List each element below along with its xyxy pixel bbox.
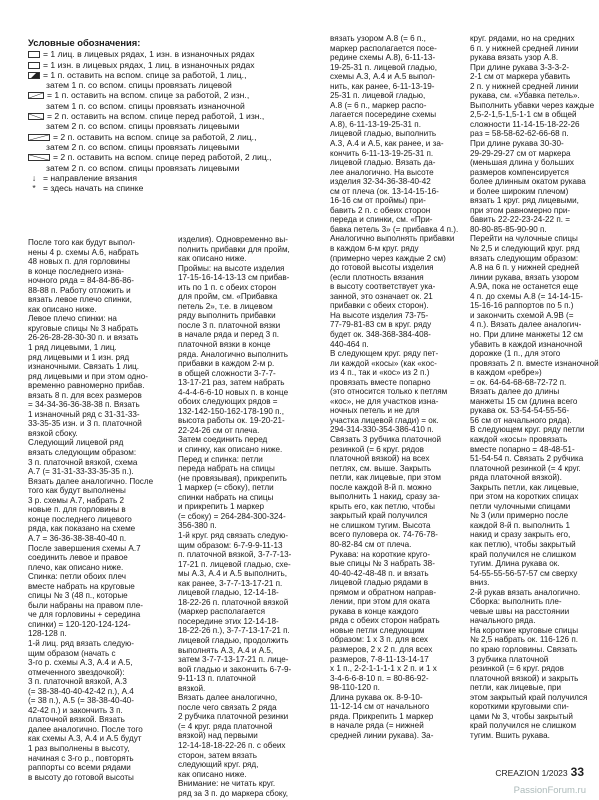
text-column-1: После того как будут выпол- нены 4 р. схемы А.6, набрать 48 новых п. для горловины в конце последнего изна- ночного ряда = 84-84-86-86- 88-88 п. Работу отложить и вязать левое плечо спинки, как описано ниже. Левое плечо спинки: на круговые спицы № 3 набрать 26-26-28-28-30-30 п. и вязать 1 ряд лицевыми, 1 лиц. ряд лицевыми и 1 изн. ряд изнаночными. Связать 1 лиц. ряд лицевыми и при этом одно- временно равномерно прибав. вязать 8 п. для всех размеров = 34-34-36-36-38-38 п. Вязать 1 изнаночный ряд с 31-31-33- 33-35-35 изн. и 3 п. платочной вязкой сбоку. Следующий лицевой ряд вязать следующим образом: 3 п. платочной вязкой, схема А.7 (= 31-31-33-33-35-35 п.). Вязать далее аналогично. После того как будут выполнены 3 р. схемы А.7, набрать 2 новые п. для горловины в конце последнего лицевого ряда, как показано на схеме А.7 = 36-36-38-38-40-40 п. После завершения схемы А.7 соединить левое и правое плечо, как описано ниже. Спинка: петли обоих плеч вместе набрать на круговые спицы № 3 (48 п., которые были набраны на правом пле- че для горловины + середина спинки) = 120-120-124-124- 128-128 п. 1-й лиц. ряд вязать следую- щим образом (начать с 3-го р. схемы А.3, А.4 и А.5, отмеченного звездочкой): 3 п. платочной вязкой, А.3 (= 38-38-40-40-42-42 п.), А.4 (= 38 п.), А.5 (= 38-38-40-40- 42-42 п.) и закончить 3 п. платочной вязкой. Вязать далее аналогично. После того как схемы А.3, А.4 и А.5 будут 1 раз выполнены в высоту, начиная с 3-го р., повторять раппорты со всеми рядами в высоту до готовой высоты [28, 238, 154, 782]
legend-item-cont: затем 2 п. со вспом. спицы провязать лицевыми [46, 162, 240, 173]
legend-title: Условные обозначения: [28, 37, 141, 48]
cable-1-2-icon [28, 92, 44, 99]
legend-item-cont: затем 1 п. со вспом. спицы провязать изнаночной [46, 100, 245, 111]
cable-2-2-left-icon [28, 154, 50, 161]
legend-item: = 2 п. оставить на вспом. спице перед работой, 2 лиц., [28, 152, 308, 162]
cable-1-1-icon [28, 72, 40, 79]
text-column-2: изделия). Одновременно вы- полнить прибавки для пройм, как описано ниже. Проймы: на высоте изделия 17-15-16-14-13-13 см прибав- ить по 1 п. с обеих сторон для пройм, см. «Прибавка петель 2», т.е. в лицевом ряду выполнить прибавки после 3 п. платочной вязки в начале ряда и перед 3 п. платочной вязки в конце ряда. Аналогично выполнить прибавки в каждом 2-м р. в общей сложности 3-7-7- 13-17-21 раз, затем набрать 4-4-4-6-6-10 новых п. в конце обоих следующих рядов = 132-142-150-162-178-190 п., высота работы ок. 19-20-21- 22-24-26 см от плеча. Затем соединить перед и спинку, как описано ниже. Перед и спинка: петли переда набрать на спицы (не провязывая), прикрепить 1 маркер (= сбоку), петли спинки набрать на спицы и прикрепить 1 маркер (= сбоку) = 264-284-300-324- 356-380 п. 1-й круг. ряд связать следую- щим образом: 6-7-9-9-11-13 п. платочной вязкой, 3-7-7-13- 17-21 п. лицевой гладью, схе- мы А.3, А.4 и А.5 выполнить, как ранее, 3-7-7-13-17-21 п. лицевой гладью, 12-14-18- 18-22-26 п. платочной вязкой (маркер располагается посередине этих 12-14-18- 18-22-26 п.), 3-7-7-13-17-21 п. лицевой гладью, продолжить выполнять А.3, А.4 и А.5, затем 3-7-7-13-17-21 п. лице- вой гладью и закончить 6-7-9- 9-11-13 п. платочной вязкой. Вязать далее аналогично, после чего связать 2 ряда 2 рубчика платочной резинки (= 4 круг. ряда платочной вязкой) над первыми 12-14-18-18-22-26 п. с обеих сторон, затем вязать следующий круг. ряд, как описано ниже. Внимание: не читать круг. ряд за 3 п. до маркера сбоку, [178, 235, 292, 798]
text-column-3: вязать узором А.8 (= 6 п., маркер располагается посе- редине схемы А.8), 6-11-13- 19-25-31 п. лицевой гладью, схемы А.3, А.4 и А.5 выпол- нить, как ранее, 6-11-13-19- 25-31 п. лицевой гладью, А.8 (= 6 п., маркер распо- лагается посередине схемы А.8), 6-11-13-19-25-31 п. лицевой гладью, выполнить А.3, А.4 и А.5, как ранее, и за- кончить 6-11-13-19-25-31 п. лицевой гладью. Вязать да- лее аналогично. На высоте изделия 32-34-36-38-40-42 см от плеча (ок. 13-14-15-16- 16-16 см от проймы) при- бавить 2 п. с обеих сторон переда и спинки, см. «При- бавка петель 3» (= прибавка 4 п.). Аналогично выполнять прибавки в каждом 6-м круг. ряду (примерно через каждые 2 см) до готовой высоты изделия (если плотность вязания в высоту соответствует ука- занной, это означает ок. 21 прибавки с обеих сторон). На высоте изделия 73-75- 77-79-81-83 см в круг. ряду будет ок. 348-368-384-408- 440-464 п. В следующем круг. ряду пет- ли каждой «косы» (как «кос- из 4 п., так и «кос» из 2 п.) провязать вместе попарно (это относится только к петлям «кос», не для участков изна- ночных петель и не для участка лицевой глади) = ок. 294-314-330-354-386-410 п. Связать 3 рубчика платочной резинкой (= 6 круг. рядов платочной вязкой) на всех петлях, см. выше. Закрыть петли, как лицевые, при этом после каждой 8-й п. можно выполнить 1 накид, сразу за- крыть его, как петлю, чтобы закрытый край получился не слишком тугим. Высота всего пуловера ок. 74-76-78- 80-82-84 см от плеча. Рукава: на короткие круго- вые спицы № 3 набрать 38- 40-40-42-48-48 п. и вязать лицевой гладью рядами в прямом и обратном направ- лении, при этом для оката рукава в конце каждого ряда с обеих сторон набрать новые петли следующим образом: 1 х 3 п. для всех размеров, 2 х 2 п. для всех размеров, 7-8-11-13-14-17 х 1 п., 2-2-1-1-1-1 х 2 п. и 1 х 3-4-6-6-8-10 п. = 80-86-92- 98-110-120 п. Длина рукава ок. 8-9-10- 11-12-14 см от начального ряда. Прикрепить 1 маркер в начале ряда (= нижней средней линии рукава). За- [330, 34, 459, 740]
legend-item: = 1 изн. в лицевых рядах, 1 лиц. в изнаночных рядах [28, 60, 308, 70]
legend-item-cont: затем 2 п. со вспом. спицы провязать лицевыми [46, 141, 240, 152]
arrow-down-icon: ↓ [31, 172, 37, 183]
legend-item: = 2 п. оставить на вспом. спице за работой, 2 лиц., [28, 132, 308, 142]
legend-item: = 1 п. оставить на вспом. спице за работой, 2 изн., [28, 90, 308, 100]
legend [28, 38, 308, 193]
watermark: PassionForum.ru [513, 785, 586, 796]
purl-symbol-icon [28, 62, 40, 69]
legend-item: ↓ = направление вязания [28, 173, 308, 183]
legend-item: = 1 п. оставить на вспом. спице за работой, 1 лиц., [28, 70, 308, 80]
legend-item: = 1 лиц. в лицевых рядах, 1 изн. в изнаночных рядах [28, 49, 308, 59]
legend-item-cont: затем 1 п. со вспом. спицы провязать лицевой [46, 80, 232, 91]
page-footer [495, 765, 584, 779]
magazine-name: CREAZION 1/2023 [495, 768, 568, 778]
cable-2-1-icon [28, 113, 44, 120]
page-number: 33 [570, 765, 584, 779]
knit-symbol-icon [28, 51, 40, 58]
legend-item: * = здесь начать на спинке [28, 183, 308, 193]
star-icon: * [32, 183, 36, 194]
cable-2-2-right-icon [28, 134, 50, 141]
legend-item-cont: затем 2 п. со вспом. спицы провязать лицевыми [46, 121, 240, 132]
text-column-4: круг. рядами, но на средних 6 п. у нижней средней линии рукава вязать узор А.8. При длине рукава 3-3-3-2- 2-1 см от маркера убавить 2 п. у нижней средней линии рукава, см. «Убавка петель». Выполнить убавки через каждые 2,5-2-1,5-1,5-1-1 см в общей сложности 11-14-15-18-22-26 раз = 58-58-62-62-66-68 п. При длине рукава 30-30- 29-29-29-27 см от маркера (меньшая длина у больших размеров компенсируется более длинным окатом рукава и более широким плечом) вязать 1 круг. ряд лицевыми, при этом равномерно при- бавить 22-22-23-24-22 п. = 80-80-85-85-90-90 п. Перейти на чулочные спицы № 2,5 и следующий круг. ряд вязать следующим образом: А.8 на 6 п. у нижней средней линии рукава, вязать узором А.9А, пока не останется еще 4 п. до схемы А.8 (= 14-14-15- 15-16-16 раппортов по 5 п.) и закончить схемой А.9В (= 4 п.). Вязать далее аналогич- но. При длине манжеты 12 см убавить в каждой изнаночной дорожке (1 п., для этого провязать 2 п. вместе изнаночной в каждом «ребре») = ок. 64-64-68-68-72-72 п. Вязать далее до длины манжеты 15 см (длина всего рукава ок. 53-54-54-55-56- 56 см от начального ряда). В следующем круг. ряду петли каждой «косы» провязать вместе попарно = 48-48-51- 51-54-54 п. Связать 2 рубчика платочной резинкой (= 4 круг. ряда платочной вязкой). Закрыть петли, как лицевые, при этом на коротких спицах петли чулочными спицами № 3 (или примерно после каждой 8-й п. выполнить 1 накид и сразу закрыть его, как петлю), чтобы закрытый край получился не слишком тугим. Длина рукава ок. 54-55-55-56-57-57 см сверху вниз. 2-й рукав вязать аналогично. Сборка: выполнить пле- чевые швы на расстоянии начального ряда. На короткие круговые спицы № 2,5 набрать ок. 116-126 п. по краю горловины. Связать 3 рубчика платочной резинкой (= 6 круг. рядов платочной вязкой) и закрыть петли, как лицевые, при этом закрытый край получился короткими круговыми спи- цами № 3, чтобы закрытый край получился не слишком тугим. Вшить рукава. [470, 34, 599, 740]
legend-item: = 2 п. оставить на вспом. спице перед работой, 1 изн., [28, 111, 308, 121]
